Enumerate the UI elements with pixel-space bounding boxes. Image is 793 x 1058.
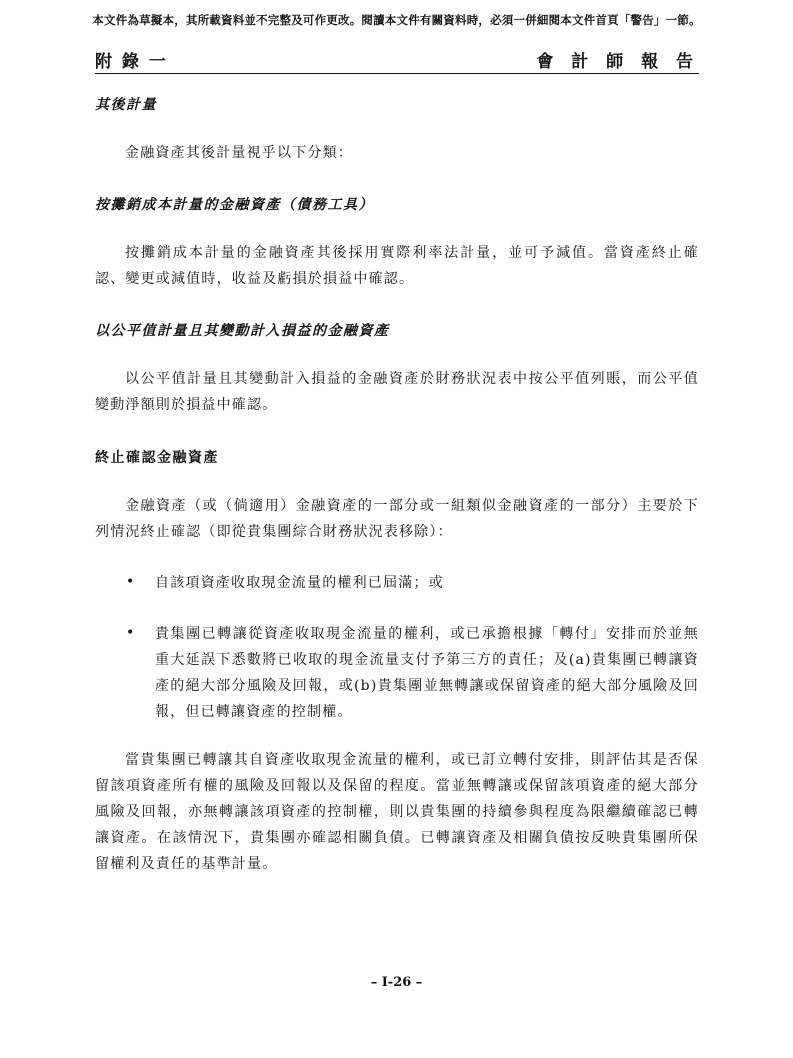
heading-amortised-cost: 按攤銷成本計量的金融資產（債務工具） [95, 197, 374, 213]
paragraph-amortised-cost: 按攤銷成本計量的金融資產其後採用實際利率法計量，並可予減值。當資產終止確認、變更或減值時，收益及虧損於損益中確認。 [95, 245, 699, 287]
header-divider [95, 73, 699, 74]
heading-subsequent-measurement: 其後計量 [95, 97, 157, 113]
report-title: 會 計 師 報 告 [536, 52, 699, 72]
appendix-label: 附 錄 一 [95, 52, 168, 72]
paragraph-derecognition-intro: 金融資產（或（倘適用）金融資產的一部分或一組類似金融資產的一部分）主要於下列情況終止確認（即從貴集團綜合財務狀況表移除）： [95, 498, 699, 540]
paragraph-fvtpl: 以公平值計量且其變動計入損益的金融資產於財務狀況表中按公平值列賬，而公平值變動淨額則於損益中確認。 [95, 371, 699, 413]
draft-disclaimer: 本文件為草擬本，其所載資料並不完整及可作更改。閱讀本文件有關資料時，必須一併細閱本文件首頁「警告」一節。 [92, 13, 701, 27]
bullet-marker: • [126, 625, 135, 641]
page-number: – I-26 – [370, 975, 423, 990]
bullet-item: 貴集團已轉讓從資產收取現金流量的權利，或已承擔根據「轉付」安排而於並無重大延誤下悉數將已收取的現金流量支付予第三方的責任；及(a)貴集團已轉讓資產的絕大部分風險及回報，或(b)貴集團並無轉讓或保留資產的絕大部分風險及回報，但已轉讓資產的控制權。 [155, 626, 699, 720]
paragraph-subsequent-measurement: 金融資產其後計量視乎以下分類： [125, 145, 353, 161]
page-header [95, 47, 699, 73]
heading-derecognition: 終止確認金融資產 [95, 450, 219, 466]
paragraph-derecognition-closing: 當貴集團已轉讓其自資產收取現金流量的權利，或已訂立轉付安排，則評估其是否保留該項資產所有權的風險及回報以及保留的程度。當並無轉讓或保留該項資產的絕大部分風險及回報，亦無轉讓該項資產的控制權，則以貴集團的持續參與程度為限繼續確認已轉讓資產。在該情況下，貴集團亦確認相關負債。已轉讓資產及相關負債按反映貴集團所保留權利及責任的基準計量。 [95, 752, 699, 872]
bullet-item: 自該項資產收取現金流量的權利已屆滿；或 [155, 575, 444, 591]
heading-fvtpl: 以公平值計量且其變動計入損益的金融資產 [95, 323, 390, 339]
bullet-marker: • [126, 574, 135, 590]
